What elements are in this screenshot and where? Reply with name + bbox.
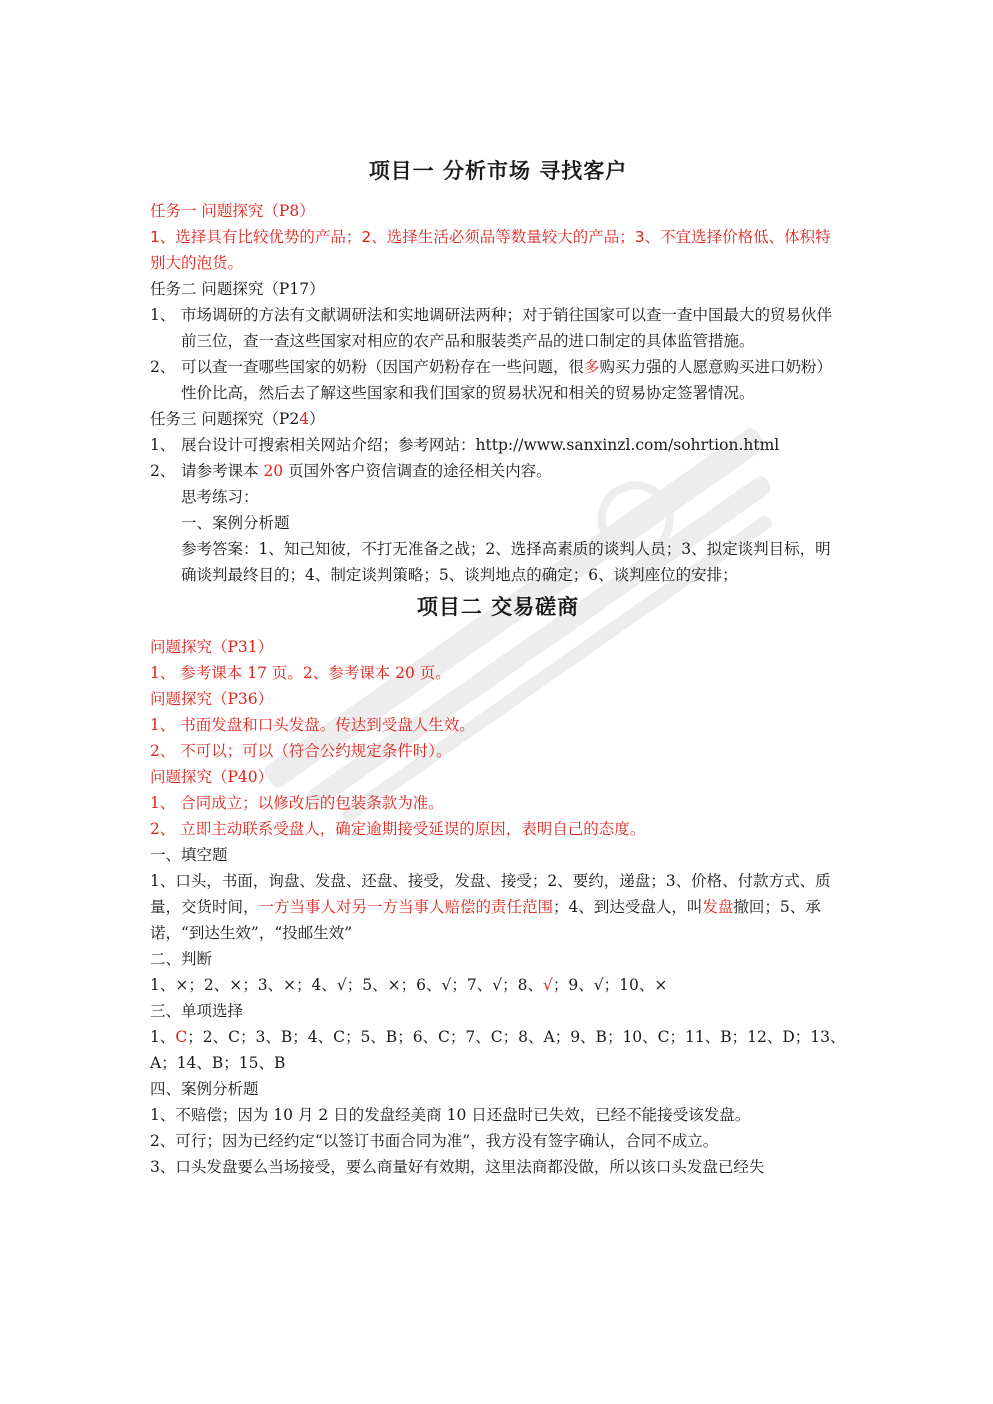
text-segment-red: 4 bbox=[299, 410, 310, 428]
q40-heading: 问题探究（P40） bbox=[150, 768, 274, 786]
practice-label: 思考练习： bbox=[181, 488, 259, 506]
task1-heading: 任务一 问题探究（P8） bbox=[150, 202, 315, 220]
list-number: 2、 bbox=[150, 358, 176, 376]
text-segment: ；9、√；10、× bbox=[552, 976, 668, 994]
case-answer: 参考答案：1、知己知彼，不打无准备之战；2、选择高素质的谈判人员；3、拟定谈判目标，明确谈判最终目的；4、制定谈判策略；5、谈判地点的确定；6、谈判座位的安排； bbox=[181, 540, 831, 584]
task2-item bbox=[150, 302, 846, 354]
list-text: 展台设计可搜索相关网站介绍；参考网站：http://www.sanxinzl.com/sohrtion.html bbox=[181, 436, 780, 454]
judge-label: 二、判断 bbox=[150, 950, 213, 968]
project2-title: 项目二 交易磋商 bbox=[416, 595, 580, 619]
q40-item: 1、 合同成立；以修改后的包装条款为准。 bbox=[150, 794, 444, 812]
list-number: 1、 bbox=[150, 306, 176, 324]
project1-title: 项目一 分析市场 寻找客户 bbox=[368, 159, 628, 183]
list-text bbox=[181, 354, 846, 406]
q40-item: 2、 立即主动联系受盘人，确定逾期接受延误的原因，表明自己的态度。 bbox=[150, 820, 646, 838]
text-segment: 1、 bbox=[150, 1028, 176, 1046]
q36-item: 2、 不可以；可以（符合公约规定条件时）。 bbox=[150, 742, 452, 760]
text-segment: 购买力强的人愿意购买进口奶粉）性价比高，然后去了解这些国家和我们国家的贸易状况和相关的贸易协定签署情况。 bbox=[181, 358, 833, 402]
q31-heading: 问题探究（P31） bbox=[150, 638, 274, 656]
text-segment: 任务三 问题探究（P2 bbox=[150, 410, 300, 428]
text-segment: 1、×；2、×；3、×；4、√；5、×；6、√；7、√；8、 bbox=[150, 976, 543, 994]
text-segment-red: 20 bbox=[263, 462, 284, 480]
list-number: 2、 bbox=[150, 462, 176, 480]
q36-heading: 问题探究（P36） bbox=[150, 690, 274, 708]
judge-answer bbox=[150, 972, 846, 998]
fill-label: 一、填空题 bbox=[150, 846, 228, 864]
fill-answer bbox=[150, 868, 846, 946]
task2-item bbox=[150, 354, 846, 406]
task2-heading: 任务二 问题探究（P17） bbox=[150, 280, 325, 298]
text-segment: ） bbox=[309, 410, 325, 428]
text-segment: 可以查一查哪些国家的奶粉（因国产奶粉存在一些问题，很 bbox=[181, 358, 585, 376]
task3-item bbox=[150, 458, 846, 484]
case2-label: 四、案例分析题 bbox=[150, 1080, 259, 1098]
task3-item bbox=[150, 432, 846, 458]
case2-item: 1、不赔偿；因为 10 月 2 日的发盘经美商 10 日还盘时已失效，已经不能接受该发盘。 bbox=[150, 1106, 751, 1124]
case2-item: 2、可行；因为已经约定“以签订书面合同为准”，我方没有签字确认，合同不成立。 bbox=[150, 1132, 719, 1150]
text-segment-red: 发盘 bbox=[702, 898, 734, 916]
text-segment: 请参考课本 bbox=[181, 462, 264, 480]
text-segment: ；2、C；3、B；4、C；5、B；6、C；7、C；8、A；9、B；10、C；11、B；12、D；13、A；14、B；15、B bbox=[150, 1028, 846, 1072]
text-segment-red: 多 bbox=[584, 358, 600, 376]
text-segment: 撤回；5、承诺，“到达生效”，“投邮生效” bbox=[150, 898, 821, 942]
q31-answer: 1、 参考课本 17 页。2、参考课本 20 页。 bbox=[150, 664, 451, 682]
text-segment-red: √ bbox=[542, 976, 553, 994]
task3-heading bbox=[150, 406, 846, 432]
list-text bbox=[181, 458, 846, 484]
document-page bbox=[150, 156, 846, 1180]
text-segment: 1、口头，书面，询盘、发盘、还盘、接受，发盘、接受；2、要约，递盘；3、价格、付款方式、质量，交货时间， bbox=[150, 872, 831, 916]
text-segment-red: C bbox=[175, 1028, 188, 1046]
text-segment-red: 一方当事人对另一方当事人赔偿的责任范围 bbox=[258, 898, 554, 916]
text-segment: 页国外客户资信调查的途径相关内容。 bbox=[283, 462, 552, 480]
single-answer bbox=[150, 1024, 846, 1076]
list-text: 市场调研的方法有文献调研法和实地调研法两种；对于销往国家可以查一查中国最大的贸易伙伴前三位，查一查这些国家对相应的农产品和服装类产品的进口制定的具体监管措施。 bbox=[181, 306, 833, 350]
text-segment: ；4、到达受盘人，叫 bbox=[553, 898, 703, 916]
case-label: 一、案例分析题 bbox=[181, 514, 290, 532]
single-label: 三、单项选择 bbox=[150, 1002, 244, 1020]
q36-item: 1、 书面发盘和口头发盘。传达到受盘人生效。 bbox=[150, 716, 475, 734]
task1-answer: 1、选择具有比较优势的产品；2、选择生活必须品等数量较大的产品；3、不宜选择价格低、体积特别大的泡货。 bbox=[150, 228, 831, 272]
case2-item: 3、口头发盘要么当场接受，要么商量好有效期，这里法商都没做，所以该口头发盘已经失 bbox=[150, 1158, 765, 1176]
list-number: 1、 bbox=[150, 436, 176, 454]
